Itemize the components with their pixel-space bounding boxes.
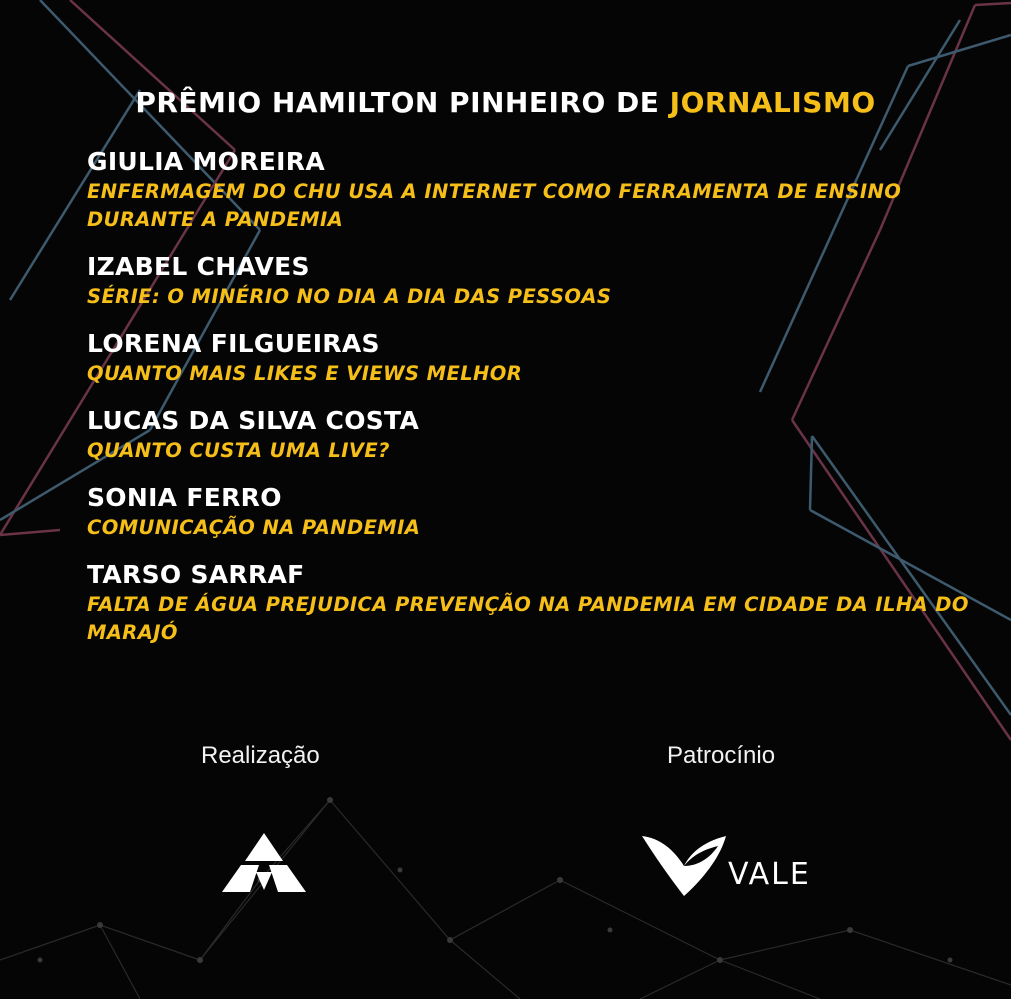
winner-name: IZABEL CHAVES bbox=[87, 252, 310, 281]
winner-headline: FALTA DE ÁGUA PREJUDICA PREVENÇÃO NA PANDEMIA EM CIDADE DA ILHA DO MARAJÓ bbox=[87, 593, 969, 644]
winner-item bbox=[87, 328, 987, 388]
winner-headline: SÉRIE: O MINÉRIO NO DIA A DIA DAS PESSOAS bbox=[87, 285, 612, 308]
winner-name: LORENA FILGUEIRAS bbox=[87, 329, 380, 358]
winner-name: SONIA FERRO bbox=[87, 483, 282, 512]
winner-name: GIULIA MOREIRA bbox=[87, 147, 325, 176]
winner-item bbox=[87, 405, 987, 465]
winner-item bbox=[87, 482, 987, 542]
winners-list bbox=[87, 146, 987, 664]
page-title bbox=[0, 86, 1011, 119]
vale-logo-icon bbox=[640, 832, 730, 898]
winner-name: TARSO SARRAF bbox=[87, 560, 305, 589]
winner-headline: ENFERMAGEM DO CHU USA A INTERNET COMO FERRAMENTA DE ENSINO DURANTE A PANDEMIA bbox=[87, 180, 902, 231]
winner-item bbox=[87, 251, 987, 311]
sponsor-name: VALE bbox=[728, 857, 811, 892]
winner-headline: QUANTO MAIS LIKES E VIEWS MELHOR bbox=[87, 362, 523, 385]
winner-headline: COMUNICAÇÃO NA PANDEMIA bbox=[87, 516, 421, 539]
organizer-logo-icon bbox=[220, 832, 308, 894]
winner-item bbox=[87, 146, 987, 234]
title-main: PRÊMIO HAMILTON PINHEIRO DE bbox=[135, 86, 660, 119]
winner-name: LUCAS DA SILVA COSTA bbox=[87, 406, 420, 435]
winner-item bbox=[87, 559, 987, 647]
organizer-label: Realização bbox=[201, 742, 320, 769]
sponsor-label: Patrocínio bbox=[667, 742, 776, 769]
title-accent: JORNALISMO bbox=[669, 86, 876, 119]
winner-headline: QUANTO CUSTA UMA LIVE? bbox=[87, 439, 390, 462]
